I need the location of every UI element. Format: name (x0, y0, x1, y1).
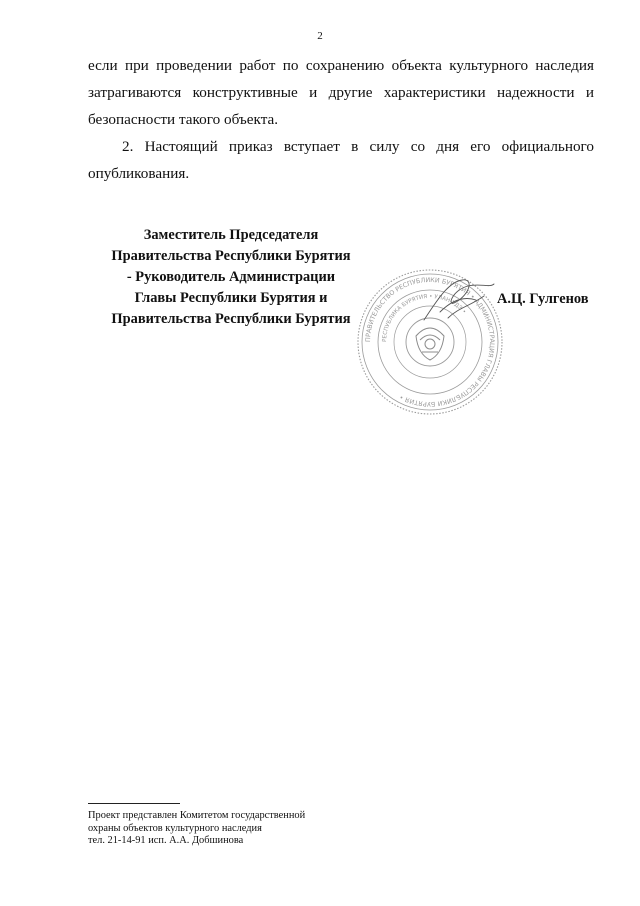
footnote-line: охраны объектов культурного наследия (88, 822, 262, 834)
signatory-line: Правительства Республики Бурятия (111, 311, 351, 327)
footnote-line: Проект представлен Комитетом государственной (88, 810, 306, 821)
signer-name: А.Ц. Гулгенов (497, 291, 589, 307)
seal-outer-text: ПРАВИТЕЛЬСТВО РЕСПУБЛИКИ БУРЯТИЯ • АДМИНИСТРАЦИЯ ГЛАВЫ РЕСПУБЛИКИ БУРЯТИЯ • (363, 275, 497, 409)
signatory-line: Правительства Республики Бурятия (111, 248, 351, 264)
signatory-line: Заместитель Председателя (143, 227, 319, 243)
body-paragraph-continuation: если при проведении работ по сохранению объекта культурного наследия затрагиваются конструктивные и другие характеристики надежности и безопасности такого объекта. (88, 57, 594, 128)
footnote (88, 810, 305, 848)
page-number: 2 (317, 30, 323, 42)
signatory-line: Главы Республики Бурятия и (134, 290, 328, 306)
body-paragraph-effective-date: 2. Настоящий приказ вступает в силу со дня его официального опубликования. (88, 138, 594, 182)
footnote-line: тел. 21-14-91 исп. А.А. Добшинова (88, 835, 244, 847)
footnote-divider (88, 803, 180, 804)
seal-inner-text: РЕСПУБЛИКА БУРЯТИЯ • УЛАН-УДЭ • (381, 293, 467, 343)
document-body (88, 52, 594, 187)
handwritten-signature-icon (418, 272, 498, 332)
signatory-title (86, 225, 376, 330)
signatory-line: - Руководитель Администрации (126, 269, 336, 285)
